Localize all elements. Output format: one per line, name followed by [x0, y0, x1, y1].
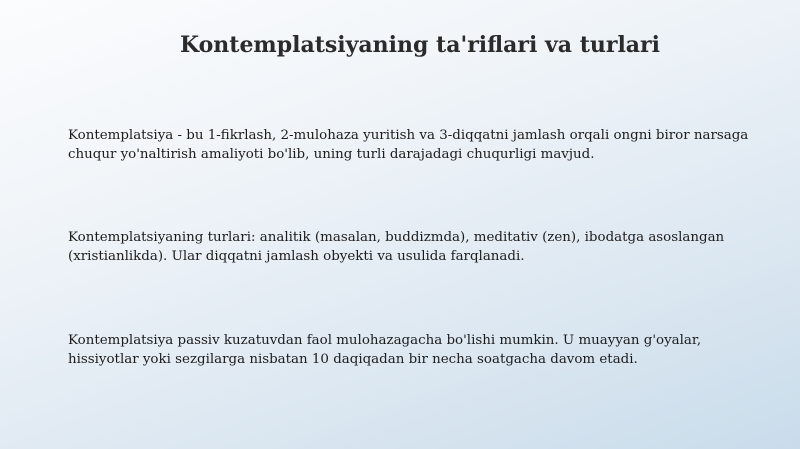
paragraph-types: Kontemplatsiyaning turlari: analitik (masalan, buddizmda), meditativ (zen), ibodatga asoslangan (xristianlikda). Ular diqqatni jamlash obyekti va usulida farqlanadi.	[68, 230, 725, 264]
paragraph-duration: Kontemplatsiya passiv kuzatuvdan faol mulohazagacha bo'lishi mumkin. U muayyan g'oyalar, hissiyotlar yoki sezgilarga nisbatan 10 daqiqadan bir necha soatgacha davom etadi.	[68, 333, 702, 367]
paragraph-definition: Kontemplatsiya - bu 1-fikrlash, 2-mulohaza yuritish va 3-diqqatni jamlash orqali ongni biror narsaga chuqur yo'naltirish amaliyoti bo'lib, uning turli darajadagi chuqurligi mavjud.	[68, 128, 749, 162]
slide-title: Kontemplatsiyaning ta'riflari va turlari	[179, 32, 661, 58]
